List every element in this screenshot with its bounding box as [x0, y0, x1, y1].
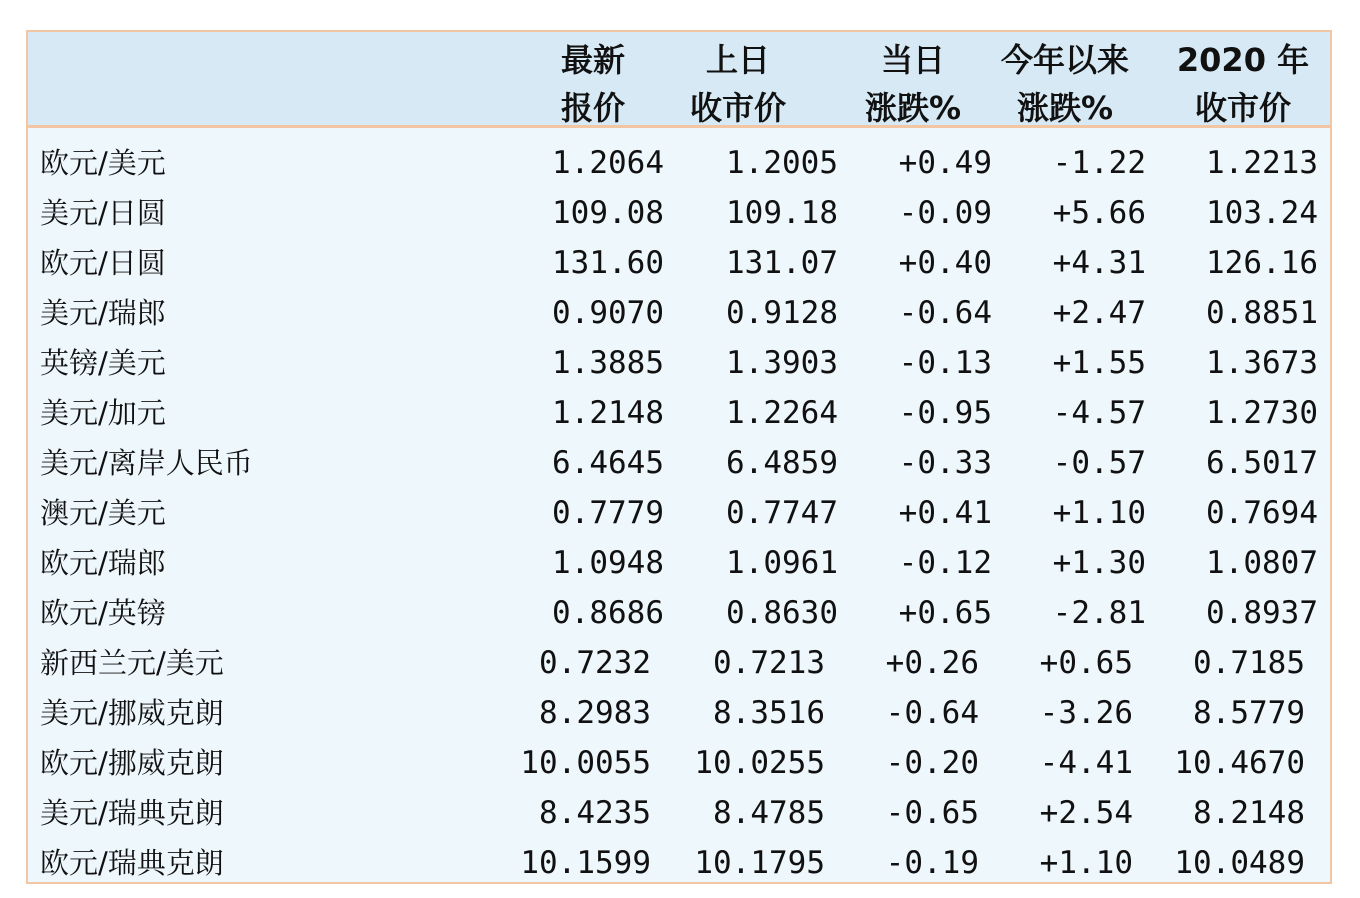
table-row: [28, 388, 1330, 438]
table-row: [28, 538, 1330, 588]
close-2020-cell: 103.24: [1206, 195, 1318, 231]
close-2020-cell: 10.0489: [1174, 845, 1305, 881]
day-change-cell: -0.20: [885, 745, 979, 781]
ytd-change-cell: -2.81: [1052, 595, 1146, 631]
ytd-change-cell: -4.57: [1052, 395, 1146, 431]
header-ytd-change-line2: 涨跌%: [1016, 89, 1114, 127]
prev-close-cell: 0.9128: [726, 295, 838, 331]
ytd-change-cell: -1.22: [1052, 145, 1146, 181]
close-2020-cell: 0.8937: [1206, 595, 1318, 631]
table-row: [28, 338, 1330, 388]
ytd-change-cell: +2.47: [1052, 295, 1146, 331]
prev-close-cell: 1.2264: [726, 395, 838, 431]
day-change-cell: -0.65: [885, 795, 979, 831]
ytd-change-cell: +1.10: [1052, 495, 1146, 531]
header-2020-close-line2: 收市价: [1194, 89, 1291, 127]
close-2020-cell: 8.2148: [1193, 795, 1305, 831]
currency-pair-cell: 欧元/英镑: [40, 596, 166, 630]
ytd-change-cell: +5.66: [1052, 195, 1146, 231]
table-row: [28, 688, 1330, 738]
header-day-change: [858, 36, 968, 132]
ytd-change-cell: -4.41: [1039, 745, 1133, 781]
header-prev-close-line2: 收市价: [689, 89, 786, 127]
header-latest-line1: 最新: [560, 41, 625, 79]
table-header: [28, 32, 1330, 128]
header-2020-close-line1: 2020 年: [1176, 41, 1310, 79]
currency-pair-cell: 美元/加元: [40, 396, 166, 430]
day-change-cell: -0.64: [885, 695, 979, 731]
close-2020-cell: 10.4670: [1174, 745, 1305, 781]
close-2020-cell: 0.8851: [1206, 295, 1318, 331]
day-change-cell: +0.40: [898, 245, 992, 281]
header-ytd-change-line1: 今年以来: [1000, 41, 1129, 79]
latest-cell: 8.4235: [539, 795, 651, 831]
currency-pair-cell: 新西兰元/美元: [40, 646, 224, 680]
table-row: [28, 288, 1330, 338]
prev-close-cell: 8.3516: [713, 695, 825, 731]
latest-cell: 1.0948: [552, 545, 664, 581]
prev-close-cell: 0.7213: [713, 645, 825, 681]
header-latest-quote: [548, 36, 638, 132]
close-2020-cell: 1.0807: [1206, 545, 1318, 581]
ytd-change-cell: +0.65: [1039, 645, 1133, 681]
day-change-cell: +0.49: [898, 145, 992, 181]
ytd-change-cell: +1.30: [1052, 545, 1146, 581]
prev-close-cell: 131.07: [726, 245, 838, 281]
ytd-change-cell: +2.54: [1039, 795, 1133, 831]
day-change-cell: +0.26: [885, 645, 979, 681]
ytd-change-cell: +4.31: [1052, 245, 1146, 281]
latest-cell: 8.2983: [539, 695, 651, 731]
currency-pair-cell: 美元/瑞郎: [40, 296, 166, 330]
prev-close-cell: 1.0961: [726, 545, 838, 581]
table-row: [28, 488, 1330, 538]
table-row: [28, 188, 1330, 238]
currency-pair-cell: 欧元/挪威克朗: [40, 746, 224, 780]
latest-cell: 6.4645: [552, 445, 664, 481]
table-row: [28, 738, 1330, 788]
latest-cell: 10.1599: [520, 845, 651, 881]
close-2020-cell: 1.3673: [1206, 345, 1318, 381]
table-row: [28, 638, 1330, 688]
close-2020-cell: 1.2213: [1206, 145, 1318, 181]
header-ytd-change: [990, 36, 1140, 132]
currency-pair-cell: 美元/瑞典克朗: [40, 796, 224, 830]
currency-pair-cell: 欧元/日圆: [40, 246, 166, 280]
latest-cell: 109.08: [552, 195, 664, 231]
latest-cell: 131.60: [552, 245, 664, 281]
prev-close-cell: 10.1795: [694, 845, 825, 881]
currency-pair-cell: 澳元/美元: [40, 496, 166, 530]
latest-cell: 1.3885: [552, 345, 664, 381]
close-2020-cell: 1.2730: [1206, 395, 1318, 431]
header-prev-close-line1: 上日: [705, 41, 770, 79]
table-row: [28, 238, 1330, 288]
fx-rates-table: [26, 30, 1332, 884]
currency-pair-cell: 欧元/瑞郎: [40, 546, 166, 580]
header-day-change-line2: 涨跌%: [864, 89, 962, 127]
latest-cell: 10.0055: [520, 745, 651, 781]
currency-pair-cell: 美元/日圆: [40, 196, 166, 230]
day-change-cell: -0.19: [885, 845, 979, 881]
ytd-change-cell: +1.10: [1039, 845, 1133, 881]
close-2020-cell: 126.16: [1206, 245, 1318, 281]
day-change-cell: +0.65: [898, 595, 992, 631]
close-2020-cell: 8.5779: [1193, 695, 1305, 731]
prev-close-cell: 1.2005: [726, 145, 838, 181]
ytd-change-cell: -3.26: [1039, 695, 1133, 731]
prev-close-cell: 1.3903: [726, 345, 838, 381]
table-row: [28, 588, 1330, 638]
prev-close-cell: 0.8630: [726, 595, 838, 631]
table-row: [28, 438, 1330, 488]
currency-pair-cell: 美元/离岸人民币: [40, 446, 253, 480]
latest-cell: 1.2064: [552, 145, 664, 181]
day-change-cell: -0.12: [898, 545, 992, 581]
latest-cell: 1.2148: [552, 395, 664, 431]
ytd-change-cell: +1.55: [1052, 345, 1146, 381]
prev-close-cell: 0.7747: [726, 495, 838, 531]
latest-cell: 0.8686: [552, 595, 664, 631]
ytd-change-cell: -0.57: [1052, 445, 1146, 481]
prev-close-cell: 6.4859: [726, 445, 838, 481]
day-change-cell: -0.64: [898, 295, 992, 331]
currency-pair-cell: 欧元/美元: [40, 146, 166, 180]
day-change-cell: +0.41: [898, 495, 992, 531]
header-latest-line2: 报价: [560, 89, 625, 127]
day-change-cell: -0.13: [898, 345, 992, 381]
latest-cell: 0.7232: [539, 645, 651, 681]
day-change-cell: -0.95: [898, 395, 992, 431]
close-2020-cell: 0.7694: [1206, 495, 1318, 531]
day-change-cell: -0.33: [898, 445, 992, 481]
close-2020-cell: 0.7185: [1193, 645, 1305, 681]
prev-close-cell: 8.4785: [713, 795, 825, 831]
header-2020-close: [1168, 36, 1318, 132]
currency-pair-cell: 英镑/美元: [40, 346, 166, 380]
table-row: [28, 838, 1330, 888]
day-change-cell: -0.09: [898, 195, 992, 231]
header-day-change-line1: 当日: [880, 41, 945, 79]
header-prev-close: [678, 36, 798, 132]
prev-close-cell: 109.18: [726, 195, 838, 231]
close-2020-cell: 6.5017: [1206, 445, 1318, 481]
currency-pair-cell: 欧元/瑞典克朗: [40, 846, 224, 880]
currency-pair-cell: 美元/挪威克朗: [40, 696, 224, 730]
latest-cell: 0.7779: [552, 495, 664, 531]
latest-cell: 0.9070: [552, 295, 664, 331]
table-row: [28, 138, 1330, 188]
prev-close-cell: 10.0255: [694, 745, 825, 781]
table-row: [28, 788, 1330, 838]
